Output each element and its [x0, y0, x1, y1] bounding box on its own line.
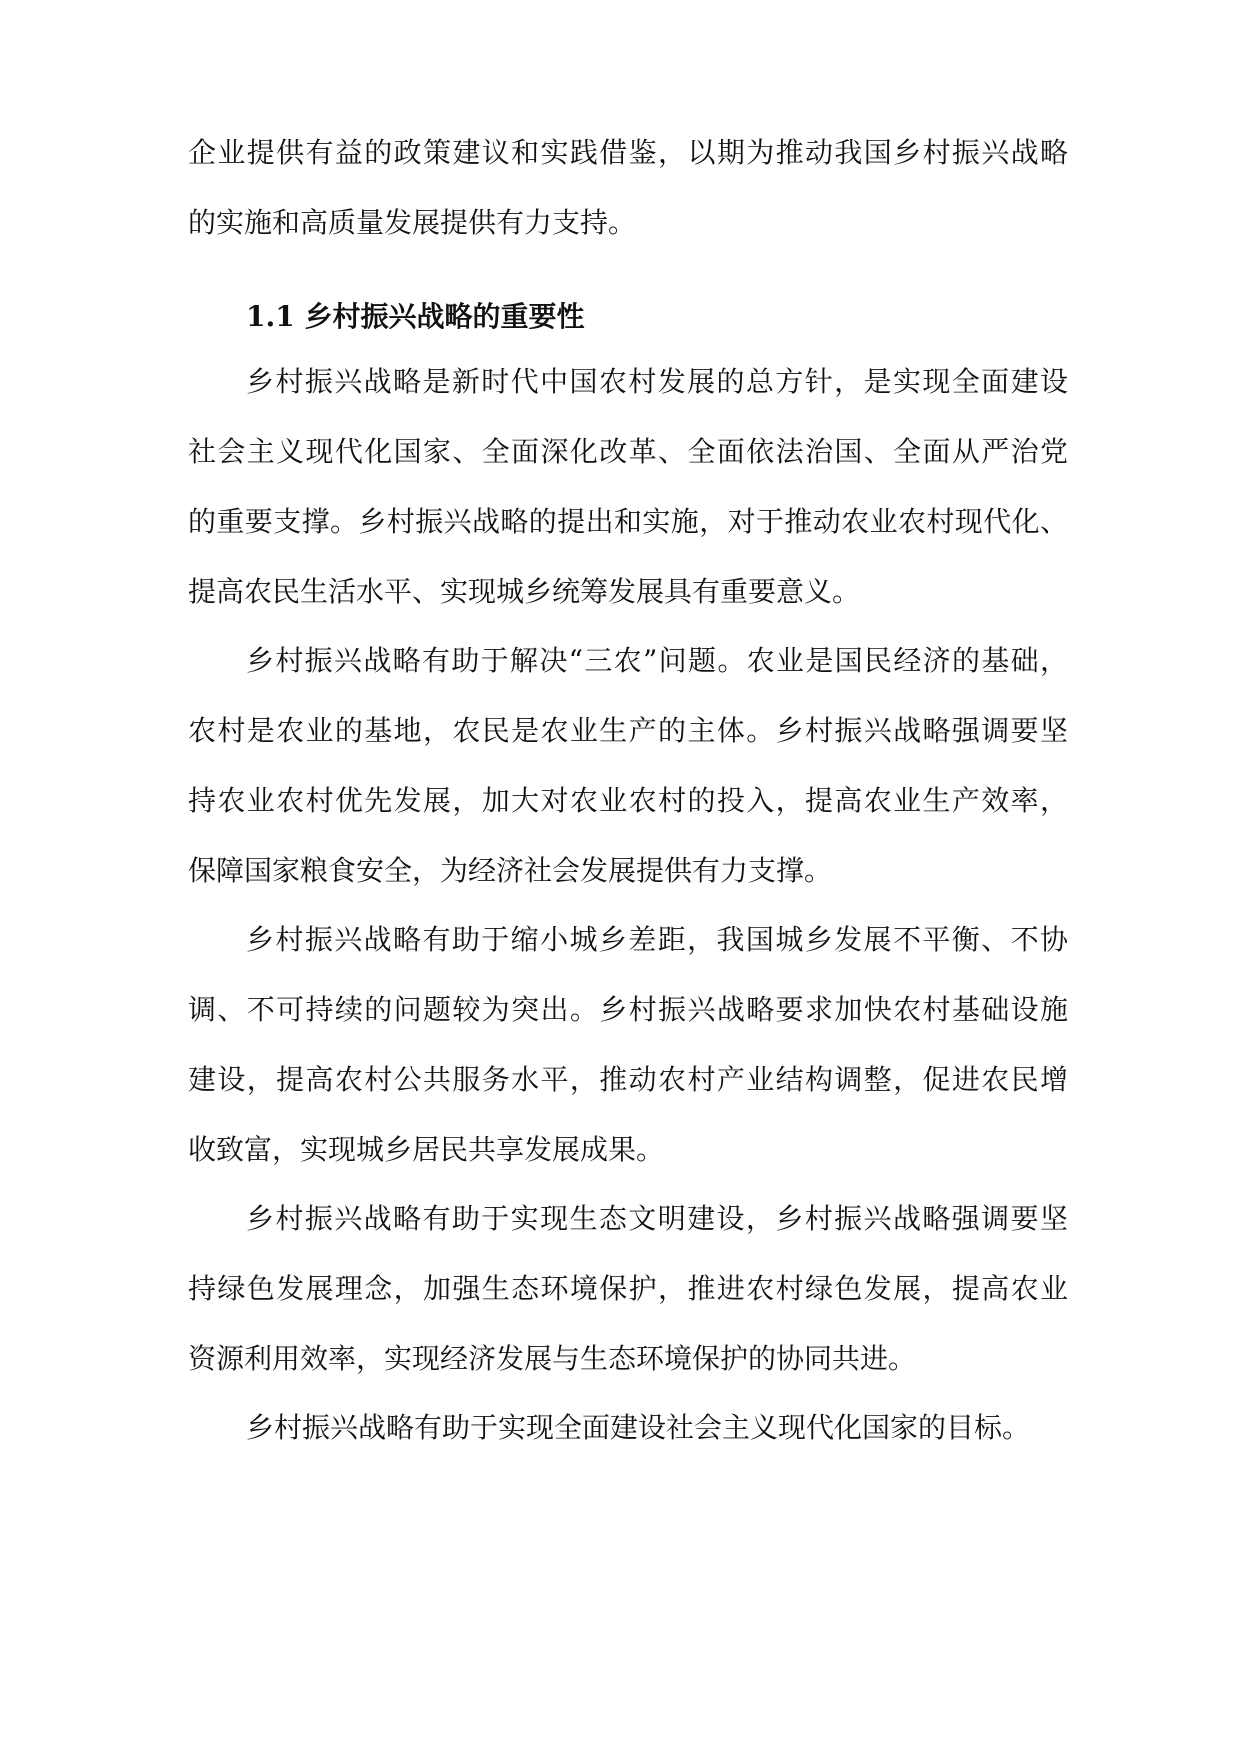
text-line: 保障国家粮食安全，为经济社会发展提供有力支撑。 — [188, 854, 833, 887]
section-heading: 1.1 乡村振兴战略的重要性 — [246, 300, 585, 333]
text-line: 农村是农业的基地，农民是农业生产的主体。乡村振兴战略强调要坚 — [188, 714, 1068, 747]
text-line: 收致富，实现城乡居民共享发展成果。 — [188, 1133, 665, 1166]
text-line: 的重要支撑。乡村振兴战略的提出和实施，对于推动农业农村现代化、 — [188, 505, 1068, 538]
text-line: 持农业农村优先发展，加大对农业农村的投入，提高农业生产效率， — [188, 784, 1068, 817]
text-line: 提高农民生活水平、实现城乡统筹发展具有重要意义。 — [188, 575, 861, 608]
text-line: 企业提供有益的政策建议和实践借鉴，以期为推动我国乡村振兴战略 — [188, 136, 1068, 169]
text-line: 建设，提高农村公共服务水平，推动农村产业结构调整，促进农民增 — [188, 1063, 1068, 1096]
text-line: 乡村振兴战略是新时代中国农村发展的总方针，是实现全面建设 — [246, 365, 1068, 398]
text-line: 乡村振兴战略有助于解决“三农”问题。农业是国民经济的基础， — [246, 644, 1068, 677]
text-line: 乡村振兴战略有助于实现全面建设社会主义现代化国家的目标。 — [246, 1411, 1031, 1444]
text-line: 资源利用效率，实现经济发展与生态环境保护的协同共进。 — [188, 1342, 917, 1375]
text-line: 调、不可持续的问题较为突出。乡村振兴战略要求加快农村基础设施 — [188, 993, 1068, 1026]
text-line: 的实施和高质量发展提供有力支持。 — [188, 206, 637, 239]
text-line: 社会主义现代化国家、全面深化改革、全面依法治国、全面从严治党 — [188, 435, 1068, 468]
text-line: 持绿色发展理念，加强生态环境保护，推进农村绿色发展，提高农业 — [188, 1272, 1068, 1305]
text-line: 乡村振兴战略有助于缩小城乡差距，我国城乡发展不平衡、不协 — [246, 923, 1068, 956]
text-line: 乡村振兴战略有助于实现生态文明建设，乡村振兴战略强调要坚 — [246, 1202, 1068, 1235]
